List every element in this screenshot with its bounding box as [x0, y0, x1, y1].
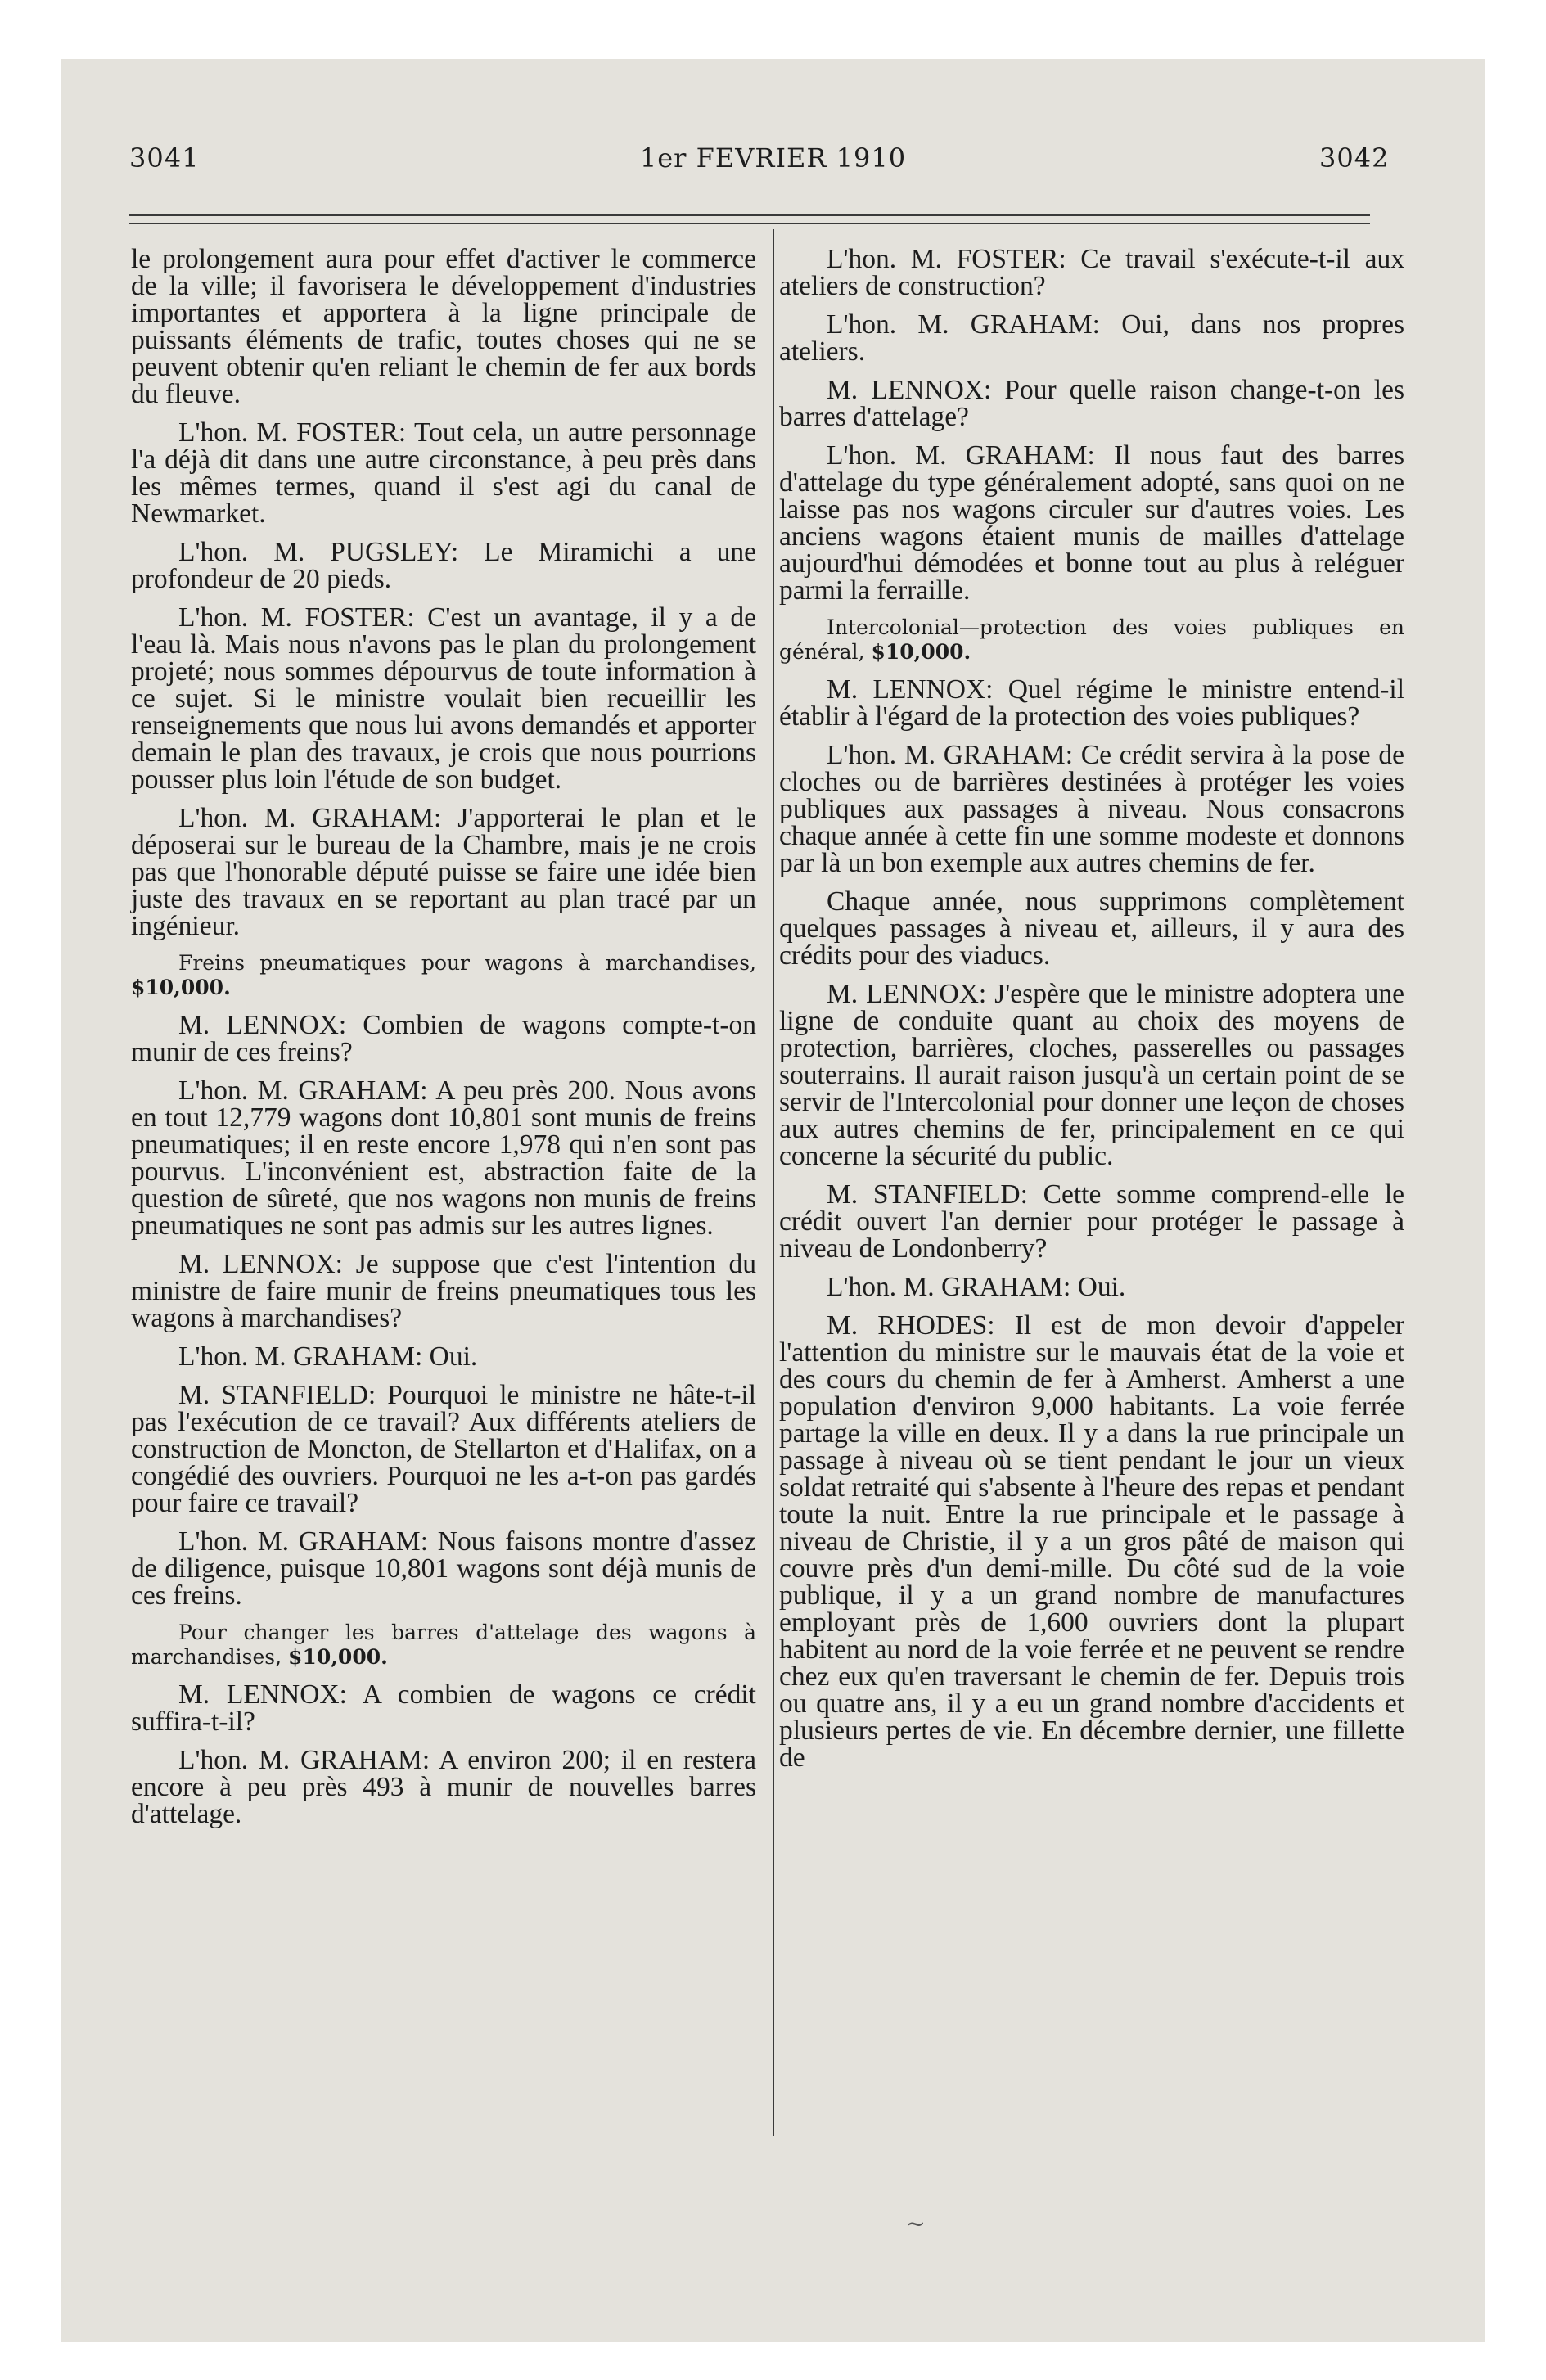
speech-paragraph: M. STANFIELD: Cette somme comprend-elle le crédit ouvert l'an dernier pour protéger le passage à niveau de Londonberry?: [779, 1179, 1404, 1264]
budget-item: [131, 1620, 756, 1670]
budget-item-amount: $10,000.: [871, 640, 971, 664]
left-column: [131, 246, 756, 1839]
speech-paragraph: L'hon. M. GRAHAM: Il nous faut des barres d'attelage du type généralement adopté, sans quoi on ne laisse pas nos wagons circuler sur d'autres voies. Les anciens wagons étaient munis de mailles d'attelage aujourd'hui démodées et bonne tout au plus à reléguer parmi la ferraille.: [779, 440, 1404, 606]
speech-paragraph: M. LENNOX: Je suppose que c'est l'intention du ministre de faire munir de freins pneumatiques tous les wagons à marchandises?: [131, 1249, 756, 1333]
speech-paragraph: M. STANFIELD: Pourquoi le ministre ne hâte-t-il pas l'exécution de ce travail? Aux différents ateliers de construction de Moncton, de Stellarton et d'Halifax, on a congédié des ouvriers. Pourquoi ne les a-t-on pas gardés pour faire ce travail?: [131, 1380, 756, 1518]
budget-item: [779, 615, 1404, 665]
speech-paragraph: L'hon. M. GRAHAM: J'apporterai le plan et le déposerai sur le bureau de la Chambre, mais je ne crois pas que l'honorable député puisse se faire une idée bien juste des travaux en se reportant au plan tracé par un ingénieur.: [131, 803, 756, 941]
footer-mark: ~: [905, 2210, 926, 2238]
speech-paragraph: Chaque année, nous supprimons complètement quelques passages à niveau et, ailleurs, il y aura des crédits pour des viaducs.: [779, 886, 1404, 971]
speech-paragraph: L'hon. M. GRAHAM: Oui, dans nos propres ateliers.: [779, 309, 1404, 367]
budget-item-amount: $10,000.: [131, 976, 231, 999]
left-page-number: 3041: [129, 142, 200, 174]
budget-item-label: Intercolonial—protection des voies publiques en général,: [779, 615, 1404, 664]
speech-paragraph: L'hon. M. FOSTER: Tout cela, un autre personnage l'a déjà dit dans une autre circonstance, à peu près dans les mêmes termes, quand il s'est agi du canal de Newmarket.: [131, 417, 756, 529]
speech-paragraph: L'hon. M. GRAHAM: Ce crédit servira à la pose de cloches ou de barrières destinées à protéger les voies publiques aux passages à niveau. Nous consacrons chaque année à cette fin une somme modeste et donnons par là un bon exemple aux autres chemins de fer.: [779, 740, 1404, 878]
continuation-paragraph: le prolongement aura pour effet d'activer le commerce de la ville; il favorisera le développement d'industries importantes et apportera à la ligne principale de puissants éléments de trafic, toutes choses qui ne se peuvent obtenir qu'en reliant le chemin de fer aux bords du fleuve.: [131, 244, 756, 409]
speech-paragraph: L'hon. M. GRAHAM: A peu près 200. Nous avons en tout 12,779 wagons dont 10,801 sont munis de freins pneumatiques; il en reste encore 1,978 qui n'en sont pas pourvus. L'inconvénient est, abstraction faite de la question de sûreté, que nos wagons non munis de freins pneumatiques ne sont pas admis sur les autres lignes.: [131, 1075, 756, 1241]
header-rule-top: [129, 214, 1370, 216]
speech-paragraph: L'hon. M. FOSTER: Ce travail s'exécute-t-il aux ateliers de construction?: [779, 244, 1404, 301]
speech-paragraph: M. LENNOX: Quel régime le ministre entend-il établir à l'égard de la protection des voies publiques?: [779, 674, 1404, 732]
header-rule-bottom: [129, 223, 1370, 224]
speech-paragraph: L'hon. M. FOSTER: C'est un avantage, il y a de l'eau là. Mais nous n'avons pas le plan du prolongement projeté; nous sommes dépourvus de toute information à ce sujet. Si le ministre voulait bien recueillir les renseignements que nous lui avons demandés et apporter demain le plan des travaux, je crois que nous pourrions pousser plus loin l'étude de son budget.: [131, 602, 756, 795]
budget-item: [131, 951, 756, 1000]
right-column: [779, 246, 1404, 1783]
column-divider: [773, 229, 774, 2136]
right-page-number: 3042: [1319, 142, 1390, 174]
speech-paragraph: L'hon. M. GRAHAM: A environ 200; il en restera encore à peu près 493 à munir de nouvelles barres d'attelage.: [131, 1745, 756, 1829]
speech-paragraph: M. RHODES: Il est de mon devoir d'appeler l'attention du ministre sur le mauvais état de la voie et des cours du chemin de fer à Amherst. Amherst a une population d'environ 9,000 habitants. La voie ferrée partage la ville en deux. Il y a dans la rue principale un passage à niveau où se tient pendant le jour un vieux soldat retraité qui s'absente à l'heure des repas et pendant toute la nuit. Entre la rue principale et le passage à niveau de Christie, il y a un gros pâté de maison qui couvre près d'un demi-mille. Du côté sud de la voie publique, il y a un grand nombre de manufactures employant près de 1,600 ouvriers dont la plupart habitent au nord de la voie ferrée et ne peuvent se rendre chez eux qu'en traversant le chemin de fer. Depuis trois ou quatre ans, il y a eu un grand nombre d'accidents et plusieurs pertes de vie. En décembre dernier, une fillette de: [779, 1310, 1404, 1773]
budget-item-label: Freins pneumatiques pour wagons à marchandises,: [178, 951, 756, 975]
budget-item-label: Pour changer les barres d'attelage des wagons à marchandises,: [131, 1620, 756, 1669]
speech-paragraph: L'hon. M. GRAHAM: Nous faisons montre d'assez de diligence, puisque 10,801 wagons sont déjà munis de ces freins.: [131, 1526, 756, 1611]
speech-paragraph: L'hon. M. GRAHAM: Oui.: [178, 1341, 478, 1372]
budget-item-amount: $10,000.: [288, 1645, 388, 1669]
page-date-header: 1er FEVRIER 1910: [639, 142, 907, 174]
speech-paragraph: M. LENNOX: J'espère que le ministre adoptera une ligne de conduite quant au choix des moyens de protection, barrières, cloches, passerelles ou passages souterrains. Il aurait raison jusqu'à un certain point de se servir de l'Intercolonial pour donner une leçon de choses aux autres chemins de fer, principalement en ce qui concerne la sécurité du public.: [779, 979, 1404, 1171]
speech-paragraph: M. LENNOX: Pour quelle raison change-t-on les barres d'attelage?: [779, 375, 1404, 432]
speech-paragraph: M. LENNOX: A combien de wagons ce crédit suffira-t-il?: [131, 1679, 756, 1737]
speech-paragraph: M. LENNOX: Combien de wagons compte-t-on munir de ces freins?: [131, 1010, 756, 1067]
speech-paragraph: L'hon. M. GRAHAM: Oui.: [827, 1272, 1126, 1302]
speech-paragraph: L'hon. M. PUGSLEY: Le Miramichi a une profondeur de 20 pieds.: [131, 537, 756, 594]
